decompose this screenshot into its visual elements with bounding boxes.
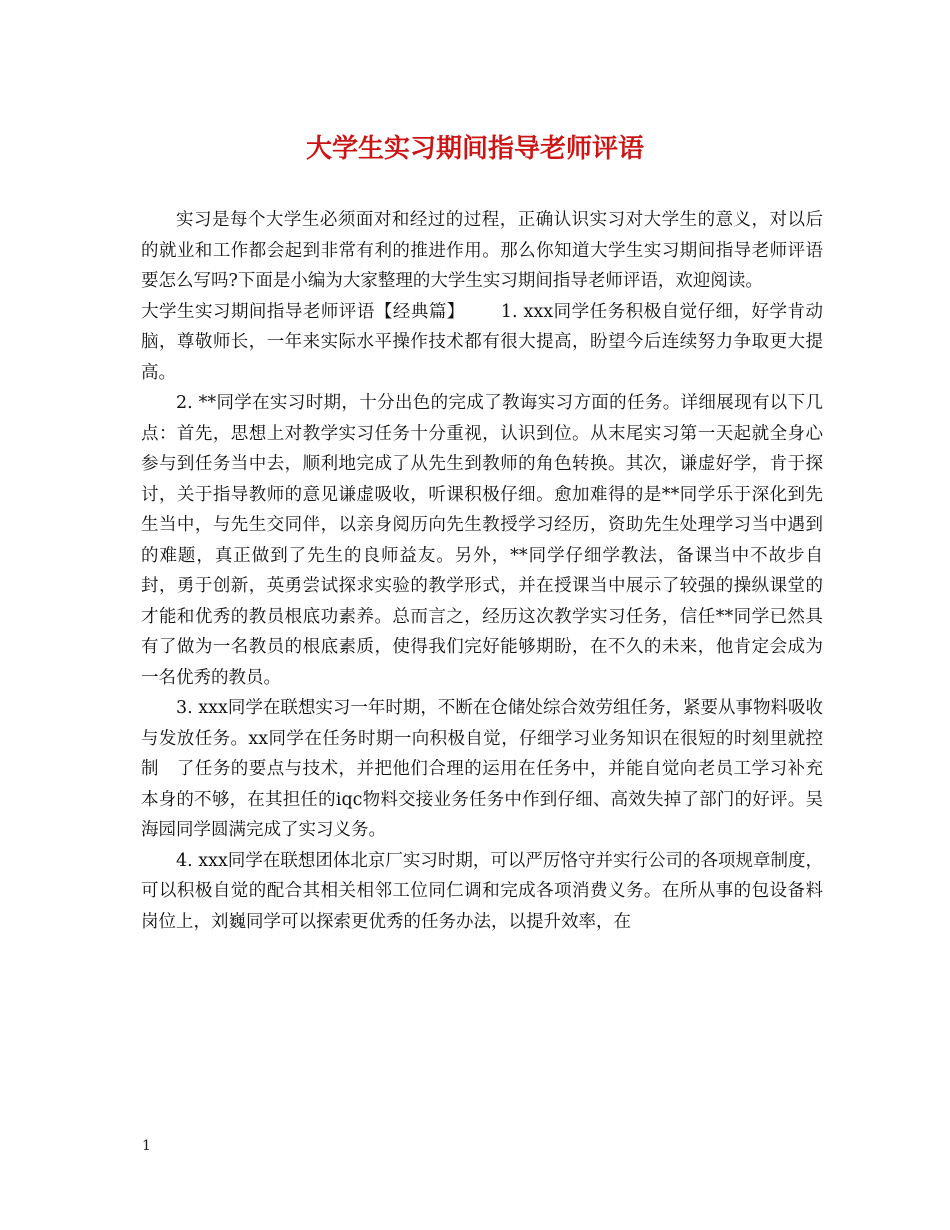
section-heading: 大学生实习期间指导老师评语【经典篇】 [141,301,465,322]
document-body [141,205,823,937]
item-4-paragraph: 4. xxx同学在联想团体北京厂实习时期，可以严厉恪守并实行公司的各项规章制度，可以积极自觉的配合其相关相邻工位同仁调和完成各项消费义务。在所从事的包设备料岗位上，刘巍同学可以探索更优秀的任务办法，以提升效率，在 [141,850,823,932]
item-2-paragraph: 2. **同学在实习时期，十分出色的完成了教诲实习方面的任务。详细展现有以下几点：首先，思想上对教学实习任务十分重视，认识到位。从末尾实习第一天起就全身心参与到任务当中去，顺利地完成了从先生到教师的角色转换。其次，谦虚好学，肯于探讨，关于指导教师的意见谦虚吸收，听课积极仔细。愈加难得的是**同学乐于深化到先生当中，与先生交同伴，以亲身阅历向先生教授学习经历，资助先生处理学习当中遇到的难题，真正做到了先生的良师益友。另外，**同学仔细学教法，备课当中不故步自封，勇于创新，英勇尝试探求实验的教学形式，并在授课当中展示了较强的操纵课堂的才能和优秀的教员根底功素养。总而言之，经历这次教学实习任务，信任**同学已然具有了做为一名教员的根底素质，使得我们完好能够期盼，在不久的未来，他肯定会成为一名优秀的教员。 [141,393,823,688]
intro-paragraph: 实习是每个大学生必须面对和经过的过程，正确认识实习对大学生的意义，对以后的就业和工作都会起到非常有利的推进作用。那么你知道大学生实习期间指导老师评语要怎么写吗?下面是小编为大家整理的大学生实习期间指导老师评语，欢迎阅读。 [141,210,823,291]
item-1-text: 1. xxx同学任务积极自觉仔细，好学肯动脑，尊敬师长，一年来实际水平操作技术都有很大提高，盼望今后连续努力争取更大提高。 [141,301,824,383]
document-title: 大学生实习期间指导老师评语 [305,134,644,164]
section-paragraph [141,297,823,389]
page-number: 1 [142,1138,151,1154]
item-3-paragraph: 3. xxx同学在联想实习一年时期，不断在仓储处综合效劳组任务，紧要从事物料吸收与发放任务。xx同学在任务时期一向积极自觉，仔细学习业务知识在很短的时刻里就控制 了任务的要点与技术，并把他们合理的运用在任务中，并能自觉向老员工学习补充本身的不够，在其担任的iqc物料交接业务任务中作到仔细、高效失掉了部门的好评。吴海园同学圆满完成了实习义务。 [141,698,823,840]
